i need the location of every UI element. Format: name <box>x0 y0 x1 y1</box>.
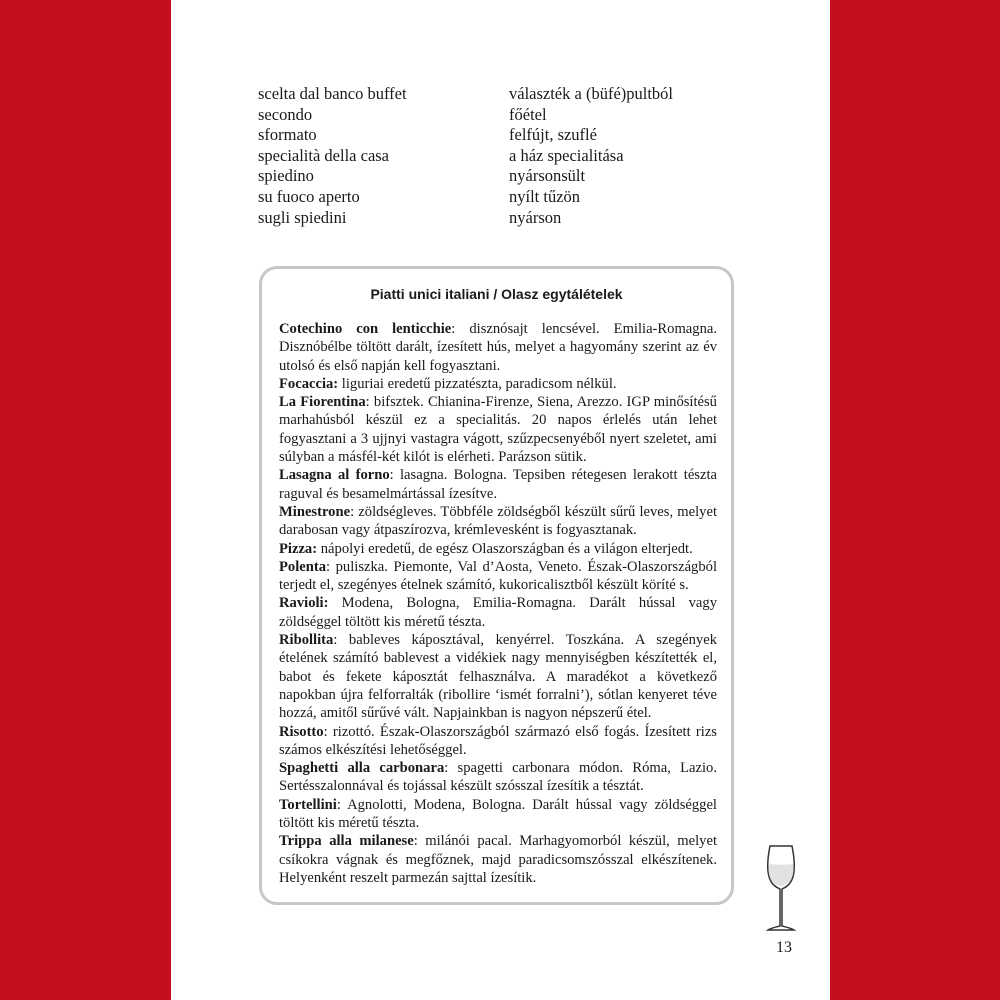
dish-entry <box>279 558 717 595</box>
hungarian-term: nyílt tűzön <box>509 186 581 206</box>
dish-entry <box>279 466 717 503</box>
dish-entries <box>279 320 717 887</box>
dish-entry <box>279 320 717 375</box>
dish-entry <box>279 503 717 540</box>
dish-entry <box>279 393 717 466</box>
box-title: Piatti unici italiani / Olasz egytálételek <box>370 286 623 302</box>
dish-term: La Fiorentina <box>279 394 366 411</box>
hungarian-term: főétel <box>509 104 547 124</box>
hungarian-term: felfújt, szuflé <box>509 125 597 145</box>
hungarian-term: nyársonsült <box>509 166 586 186</box>
hungarian-term: a ház specialitása <box>509 145 624 165</box>
dish-description: Modena, Bologna, Emilia-Romagna. Darált hússal vagy zöldséggel töltött kis méretű tészta. <box>279 595 717 630</box>
italian-term: sformato <box>258 125 317 145</box>
dish-entry <box>279 631 717 722</box>
dish-description: nápolyi eredetű, de egész Olaszországban és a világon elterjedt. <box>317 540 693 557</box>
italian-term: sugli spiedini <box>258 207 347 227</box>
dish-entry <box>279 540 717 558</box>
dish-term: Cotechino con lenticchie <box>279 321 452 337</box>
dish-term: Polenta <box>279 558 327 575</box>
vocab-row <box>258 105 738 126</box>
dish-term: Ravioli: <box>279 595 329 612</box>
italian-term: su fuoco aperto <box>258 186 360 206</box>
italian-term: spiedino <box>258 166 314 186</box>
dish-description: : Agnolotti, Modena, Bologna. Darált hússal vagy zöldséggel töltött kis méretű tészta. <box>279 796 717 832</box>
dish-term: Focaccia: <box>279 375 339 392</box>
italian-term: secondo <box>258 104 313 124</box>
dish-description: : milánói pacal. Marhagyomorból készül, melyet csíkokra vágnak és megfőznek, majd paradicsomszósszal elkészítenek. Helyenként reszelt parmezán sajttal ízesítik. <box>279 833 718 886</box>
dish-entry <box>279 594 717 631</box>
dish-entry <box>279 759 717 796</box>
dish-entry <box>279 832 717 887</box>
vocab-row <box>258 146 738 167</box>
vocab-row <box>258 84 738 105</box>
dish-term: Pizza: <box>279 540 318 557</box>
italian-term: specialità della casa <box>258 145 390 165</box>
dish-description: : disznósajt lencsével. Emilia-Romagna. Disznóbélbe töltött darált, ízesített hús, melyet a hagyomány szerint az év utolsó és első napján kell fogyasztani. <box>279 321 718 374</box>
vocab-row <box>258 125 738 146</box>
dish-term: Lasagna al forno <box>279 467 390 484</box>
left-red-band <box>0 0 171 1000</box>
dish-description: : zöldségleves. Többféle zöldségből készült sűrű leves, melyet darabosan vagy átpaszírozva, krémlevesként is fogyasztanak. <box>279 503 717 539</box>
dish-term: Spaghetti alla carbonara <box>279 760 445 777</box>
hungarian-term: nyárson <box>509 207 562 227</box>
dish-term: Trippa alla milanese <box>279 833 414 850</box>
dish-description: : puliszka. Piemonte, Val d’Aosta, Veneto. Észak-Olaszországból terjedt el, szegényes ételnek számító, kukoricalisztből készült köríté s. <box>279 558 717 594</box>
right-red-band <box>830 0 1000 1000</box>
dish-term: Tortellini <box>279 796 337 813</box>
dish-description: : spagetti carbonara módon. Róma, Lazio. Sertésszalonnával és tojással készült szósszal ízesítik a tésztát. <box>279 760 718 795</box>
dish-description: : bifsztek. Chianina-Firenze, Siena, Arezzo. IGP minősítésű marhahúsból készül ez a specialitás. 20 napos érlelés után lehet fogyasztani a 3 ujjnyi vastagra vágott, szűzpecsenyéből nyert szeletet, ami súlyban a másfél-két kilót is elérheti. Parázson sütik. <box>279 394 717 466</box>
wine-glass-icon <box>763 843 799 933</box>
vocab-row <box>258 208 738 229</box>
italian-term: scelta dal banco buffet <box>258 84 407 103</box>
dish-term: Minestrone <box>279 503 351 520</box>
vocab-row <box>258 187 738 208</box>
dish-description: liguriai eredetű pizzatészta, paradicsom nélkül. <box>338 375 617 392</box>
vocabulary-list <box>258 84 738 228</box>
dish-entry <box>279 796 717 833</box>
hungarian-term: választék a (büfé)pultból <box>509 84 674 103</box>
dish-term: Risotto <box>279 723 324 740</box>
dish-entry <box>279 375 717 393</box>
dish-description: : rizottó. Észak-Olaszországból származó első fogás. Ízesített rizs számos elkészítési lehetőséggel. <box>279 723 717 758</box>
dish-description: : lasagna. Bologna. Tepsiben rétegesen lerakott tészta raguval és besamelmártással ízesítve. <box>279 467 717 502</box>
dish-description: : bableves káposztával, kenyérrel. Toszkána. A szegények ételének számító bablevest a vidékiek nagy mennyiségben készítették el, babot és fekete káposztát felhasználva. A maradékot a következő napokban újra felforralták (ribollire ‘ismét forralni’), sótlan kenyeret téve hozzá, amitől sűrűvé vált. Napjainkban is nagyon népszerű étel. <box>279 632 717 722</box>
dish-term: Ribollita <box>279 632 334 649</box>
dishes-box <box>259 266 734 905</box>
page-number: 13 <box>776 939 792 956</box>
dish-entry <box>279 723 717 760</box>
vocab-row <box>258 166 738 187</box>
